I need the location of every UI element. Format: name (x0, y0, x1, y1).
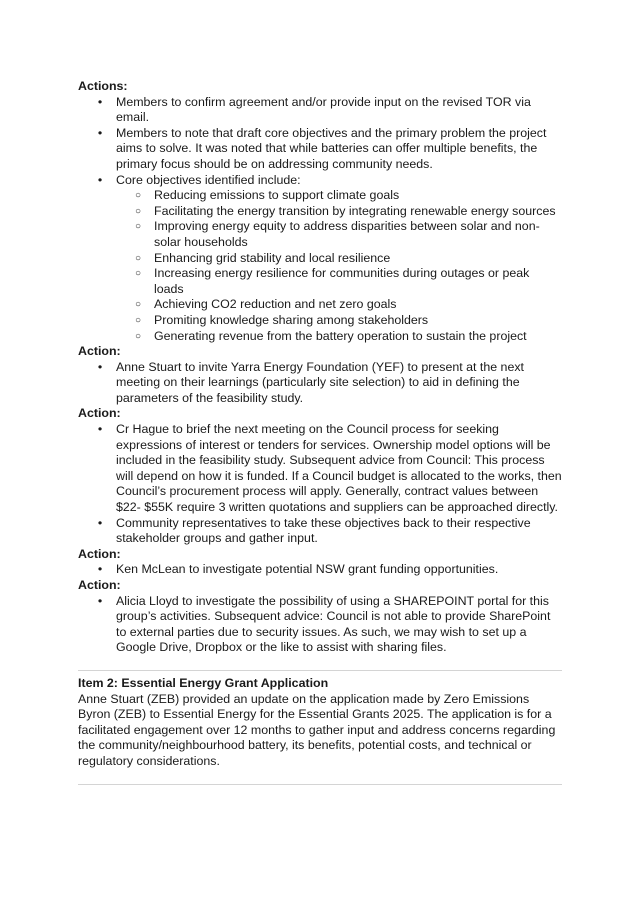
sub-list-item (116, 329, 562, 345)
sub-list-item-text: Facilitating the energy transition by integrating renewable energy sources (154, 203, 556, 218)
bullet-icon: • (97, 94, 103, 109)
item-2-body: Anne Stuart (ZEB) provided an update on the application made by Zero Emissions Byron (ZEB) to Essential Energy for the Essential Grants 2025. The application is for a facilitated engagement over 12 months to gather input and address concerns regarding the community/neighbourhood battery, its benefits, potential costs, and technical or regulatory considerations. (78, 691, 556, 768)
action-list (78, 95, 562, 345)
bullet-icon: • (97, 125, 103, 140)
action-list (78, 562, 562, 578)
bullet-icon: • (97, 422, 103, 437)
actions-block-5 (78, 578, 562, 656)
circle-bullet-icon: ○ (134, 205, 142, 217)
bullet-icon: • (97, 593, 103, 608)
action-list (78, 422, 562, 547)
circle-bullet-icon: ○ (134, 221, 142, 233)
sub-list-item-text: Increasing energy resilience for communities during outages or peak loads (154, 266, 530, 296)
list-item (78, 516, 562, 547)
actions-block-1 (78, 79, 562, 344)
list-item (78, 360, 562, 407)
bullet-icon: • (97, 515, 103, 530)
sub-list-item-text: Reducing emissions to support climate goals (154, 188, 400, 203)
bullet-icon: • (97, 172, 103, 187)
list-item-text: Community representatives to take these objectives back to their respective stakeholder groups and gather input. (116, 515, 531, 546)
list-item-text: Members to note that draft core objectives and the primary problem the project aims to solve. It was noted that while batteries can offer multiple benefits, the primary focus should be on addressing community needs. (116, 125, 547, 171)
minutes-content (78, 79, 562, 785)
sub-list-item-text: Promiting knowledge sharing among stakeholders (154, 312, 429, 327)
sub-list-item-text: Generating revenue from the battery operation to sustain the project (154, 328, 527, 343)
section-divider (78, 670, 562, 671)
list-item (78, 95, 562, 126)
action-heading: Action: (78, 406, 121, 421)
item-2-section (78, 676, 562, 770)
list-item-text: Anne Stuart to invite Yarra Energy Foundation (YEF) to present at the next meeting on their learnings (particularly site selection) to aid in defining the parameters of the feasibility study. (116, 359, 524, 405)
sub-list-item (116, 297, 562, 313)
circle-bullet-icon: ○ (134, 190, 142, 202)
action-heading: Action: (78, 546, 121, 561)
actions-block-2 (78, 344, 562, 406)
bullet-icon: • (97, 562, 103, 577)
sub-list-item (116, 219, 562, 250)
list-item-text: Alicia Lloyd to investigate the possibility of using a SHAREPOINT portal for this group’s activities. Subsequent advice: Council is not able to provide SharePoint to external parties due to security issues. As such, we may wish to set up a Google Drive, Dropbox or the like to assist with sharing files. (116, 593, 551, 655)
sub-list-item (116, 188, 562, 204)
bullet-icon: • (97, 359, 103, 374)
list-item-text: Members to confirm agreement and/or provide input on the revised TOR via email. (116, 94, 531, 125)
action-heading: Action: (78, 344, 121, 359)
sub-list-item-text: Achieving CO2 reduction and net zero goals (154, 297, 397, 312)
list-item (78, 422, 562, 516)
list-item (78, 126, 562, 173)
list-item (78, 594, 562, 656)
list-item (78, 562, 562, 578)
sub-list-item (116, 266, 562, 297)
action-list (78, 594, 562, 656)
objectives-sublist (116, 188, 562, 344)
circle-bullet-icon: ○ (134, 299, 142, 311)
item-2-heading: Item 2: Essential Energy Grant Application (78, 675, 329, 690)
circle-bullet-icon: ○ (134, 268, 142, 280)
circle-bullet-icon: ○ (134, 330, 142, 342)
sub-list-item (116, 313, 562, 329)
circle-bullet-icon: ○ (134, 314, 142, 326)
list-item (78, 173, 562, 345)
sub-list-item-text: Improving energy equity to address disparities between solar and non-solar households (154, 219, 540, 249)
action-heading: Action: (78, 578, 121, 592)
actions-heading: Actions: (78, 79, 128, 93)
action-list (78, 360, 562, 407)
list-item-text: Cr Hague to brief the next meeting on the Council process for seeking expressions of interest or tenders for services. Ownership model options will be included in the feasibility study. Subsequent advice from Council: This process will depend on how it is funded. If a Council budget is allocated to the works, then Council’s procurement process will apply. Generally, contract values between $22- $55K require 3 written quotations and suppliers can be approached directly. (116, 422, 562, 515)
sub-list-item (116, 204, 562, 220)
list-item-text: Core objectives identified include: (116, 172, 301, 187)
section-divider (78, 784, 562, 785)
sub-list-item-text: Enhancing grid stability and local resilience (154, 250, 391, 265)
actions-block-4 (78, 547, 562, 578)
list-item-text: Ken McLean to investigate potential NSW grant funding opportunities. (116, 562, 499, 577)
circle-bullet-icon: ○ (134, 252, 142, 264)
sub-list-item (116, 251, 562, 267)
actions-block-3 (78, 406, 562, 546)
